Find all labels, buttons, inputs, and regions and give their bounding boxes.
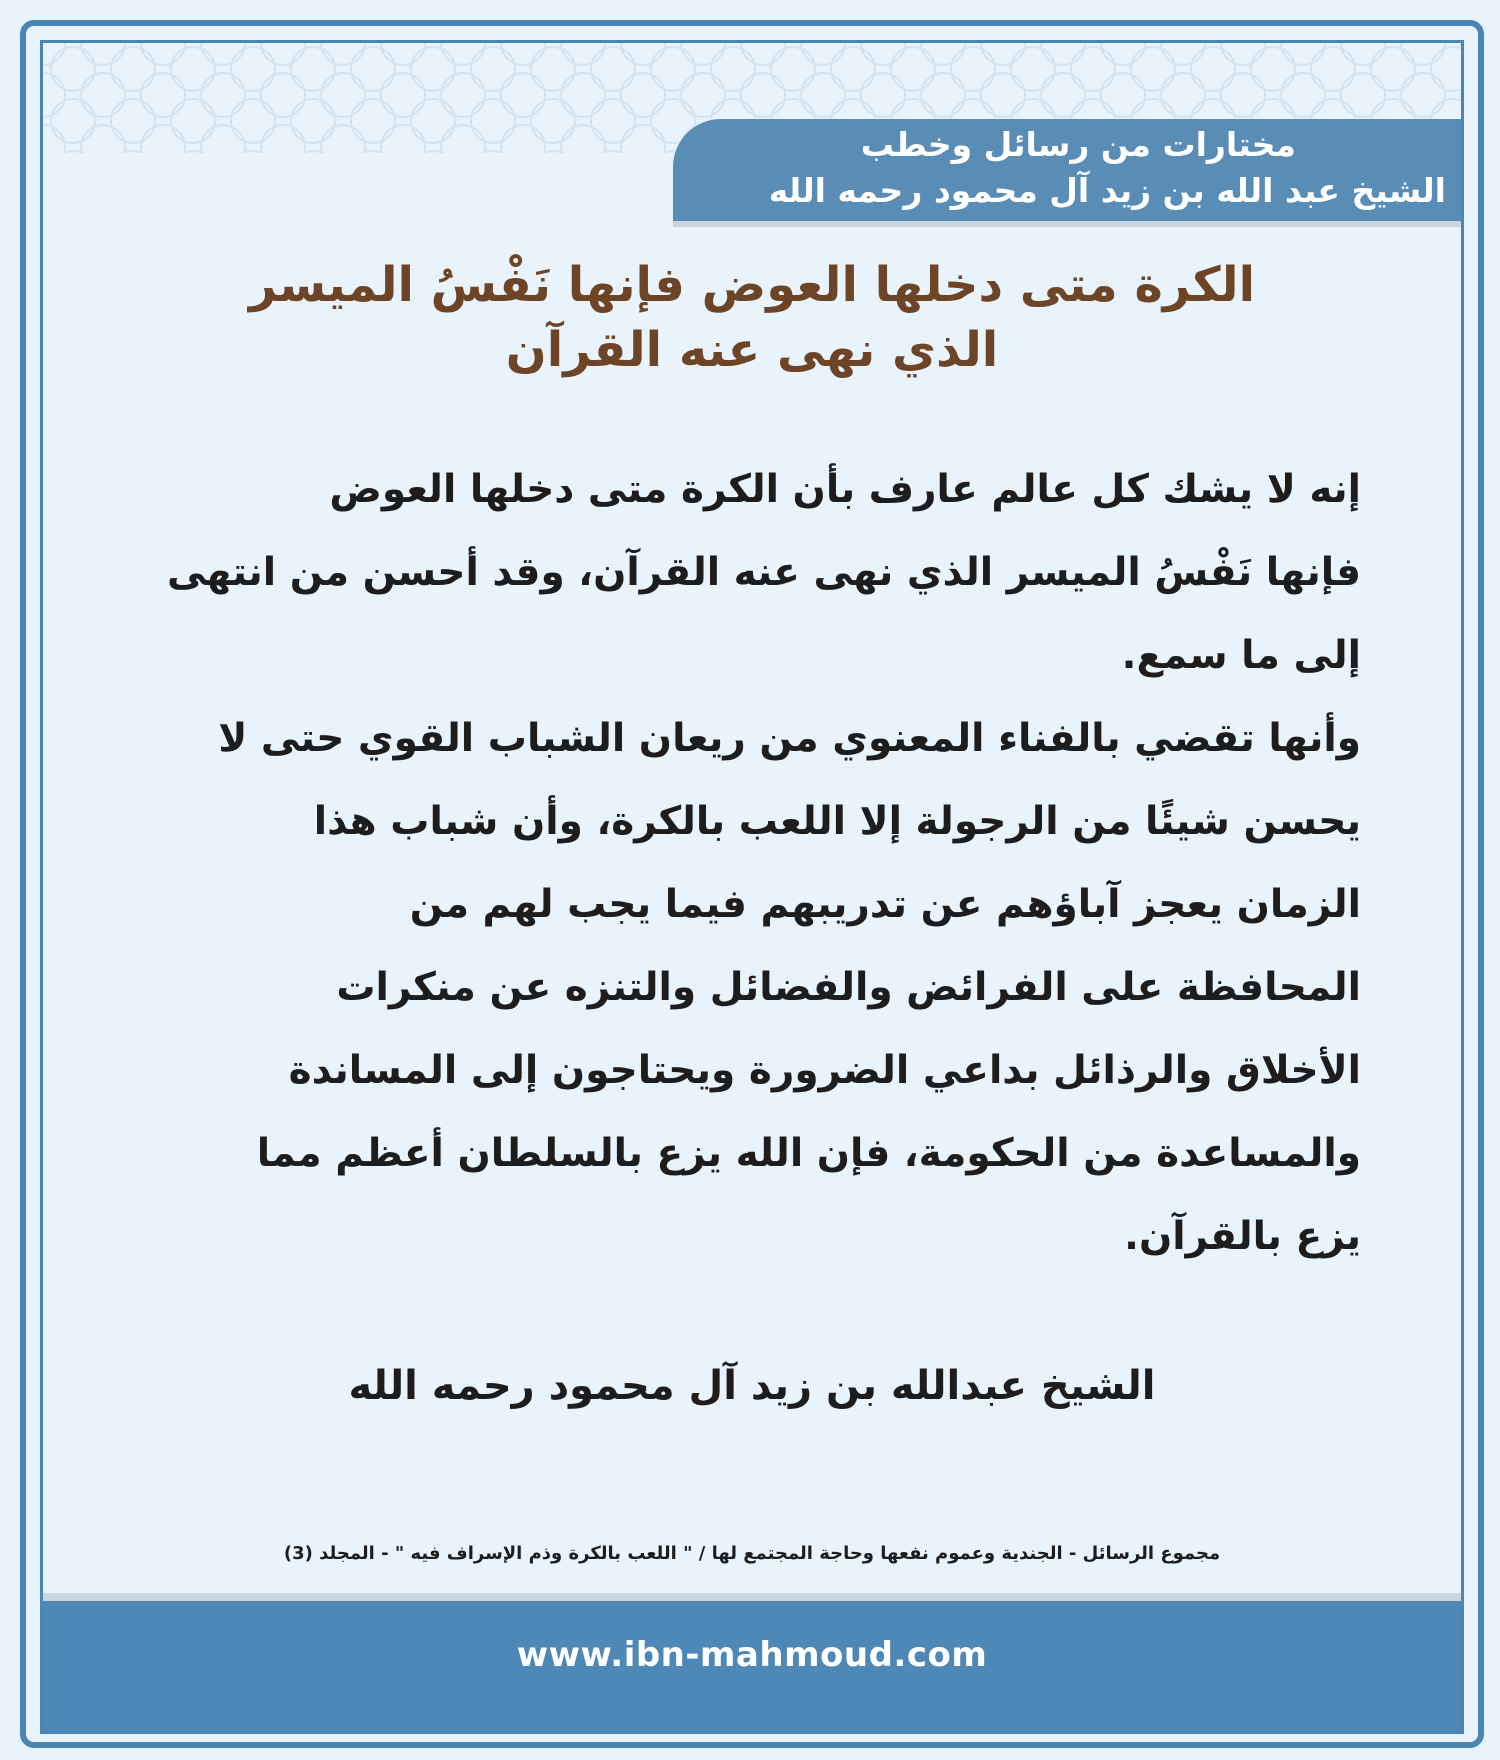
source-reference: مجموع الرسائل - الجندية وعموم نفعها وحاجة المجتمع لها / " اللعب بالكرة وذم الإسراف فيه " - المجلد (3) xyxy=(283,1543,1221,1564)
body-line: فإنها نَفْسُ الميسر الذي نهى عنه القرآن، وقد أحسن من انتهى xyxy=(167,550,1361,595)
header-author: الشيخ عبد الله بن زيد آل محمود رحمه الله xyxy=(768,171,1446,210)
body-line: الأخلاق والرذائل بداعي الضرورة ويحتاجون إلى المساندة xyxy=(288,1048,1361,1093)
body-line: المحافظة على الفرائض والفضائل والتنزه عن منكرات xyxy=(336,965,1361,1010)
body-line: إنه لا يشك كل عالم عارف بأن الكرة متى دخلها العوض xyxy=(329,467,1361,512)
article-body xyxy=(113,448,1361,1278)
header-subtitle: مختارات من رسائل وخطب xyxy=(860,125,1296,164)
body-line: الزمان يعجز آباؤهم عن تدريبهم فيما يجب لهم من xyxy=(409,882,1361,927)
body-line: وأنها تقضي بالفناء المعنوي من ريعان الشباب القوي حتى لا xyxy=(218,716,1361,761)
body-line: يزع بالقرآن. xyxy=(1124,1214,1361,1259)
outer-frame xyxy=(20,20,1484,1748)
footer-bar xyxy=(43,1601,1461,1731)
footer-divider xyxy=(43,1593,1461,1601)
inner-frame xyxy=(40,40,1464,1734)
title-line-2: الذي نهى عنه القرآن xyxy=(505,321,999,378)
title-line-1: الكرة متى دخلها العوض فإنها نَفْسُ الميسر xyxy=(248,257,1256,313)
header-banner xyxy=(673,119,1461,227)
article-title xyxy=(43,253,1461,383)
body-line: إلى ما سمع. xyxy=(1121,633,1361,678)
body-line: والمساعدة من الحكومة، فإن الله يزع بالسلطان أعظم مما xyxy=(256,1131,1361,1176)
signature: الشيخ عبدالله بن زيد آل محمود رحمه الله xyxy=(348,1363,1156,1409)
body-line: يحسن شيئًا من الرجولة إلا اللعب بالكرة، وأن شباب هذا xyxy=(313,799,1361,844)
website-link[interactable]: www.ibn-mahmoud.com xyxy=(516,1635,988,1675)
